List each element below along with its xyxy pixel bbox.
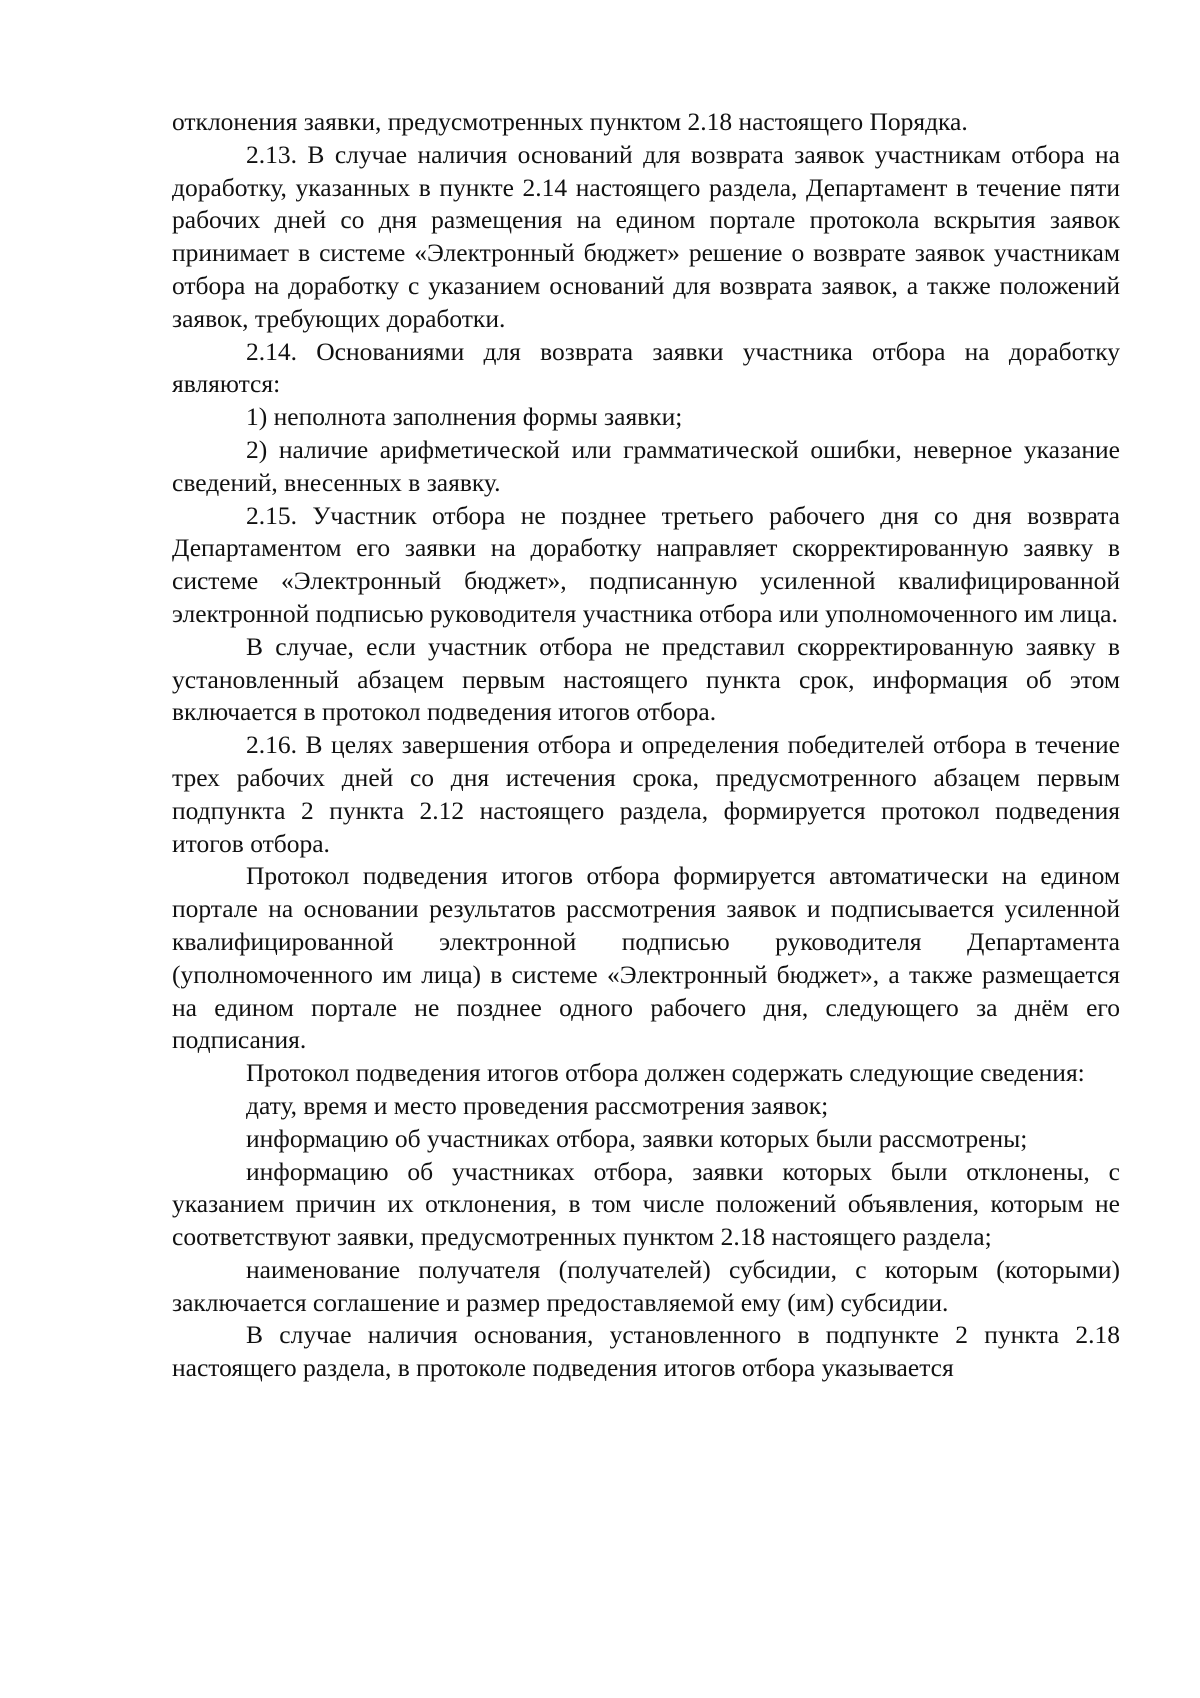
- list-item-rejected: информацию об участниках отбора, заявки которых были отклонены, с указанием причин их отклонения, в том числе положений объявления, которым не соответствуют заявки, предусмотренных пунктом 2.18 настоящего раздела;: [172, 1156, 1120, 1252]
- paragraph-protocol-forming: Протокол подведения итогов отбора формируется автоматически на едином портале на основании результатов рассмотрения заявок и подписывается усиленной квалифицированной электронной подписью руководителя Департамента (уполномоченного им лица) в системе «Электронный бюджет», а также размещается на едином портале не позднее одного рабочего дня, следующего за днём его подписания.: [172, 861, 1120, 1055]
- list-item-1: 1) неполнота заполнения формы заявки;: [246, 402, 683, 432]
- document-page: [172, 106, 1120, 1385]
- paragraph-protocol-contents: Протокол подведения итогов отбора должен содержать следующие сведения:: [246, 1058, 1085, 1088]
- paragraph-2-15: 2.15. Участник отбора не позднее третьего рабочего дня со дня возврата Департаментом его заявки на доработку направляет скорректированную заявку в системе «Электронный бюджет», подписанную усиленной квалифицированной электронной подписью руководителя участника отбора или уполномоченного им лица.: [172, 500, 1120, 628]
- paragraph-2-16: 2.16. В целях завершения отбора и определения победителей отбора в течение трех рабочих дней со дня истечения срока, предусмотренного абзацем первым подпункта 2 пункта 2.12 настоящего раздела, формируется протокол подведения итогов отбора.: [172, 730, 1120, 858]
- paragraph-final: В случае наличия основания, установленного в подпункте 2 пункта 2.18 настоящего раздела, в протоколе подведения итогов отбора указывается: [172, 1320, 1120, 1383]
- paragraph-2-13: 2.13. В случае наличия оснований для возврата заявок участникам отбора на доработку, указанных в пункте 2.14 настоящего раздела, Департамент в течение пяти рабочих дней со дня размещения на едином портале протокола вскрытия заявок принимает в системе «Электронный бюджет» решение о возврате заявок участникам отбора на доработку с указанием оснований для возврата заявок, а также положений заявок, требующих доработки.: [172, 139, 1120, 333]
- list-item-2: 2) наличие арифметической или грамматической ошибки, неверное указание сведений, внесенных в заявку.: [172, 434, 1120, 497]
- list-item-recipient: наименование получателя (получателей) субсидии, с которым (которыми) заключается соглашение и размер предоставляемой ему (им) субсидии.: [172, 1254, 1120, 1317]
- list-item-reviewed: информацию об участниках отбора, заявки которых были рассмотрены;: [246, 1123, 1028, 1153]
- list-item-date: дату, время и место проведения рассмотрения заявок;: [246, 1090, 829, 1120]
- paragraph-1: отклонения заявки, предусмотренных пунктом 2.18 настоящего Порядка.: [172, 107, 968, 136]
- paragraph-2-14: 2.14. Основаниями для возврата заявки участника отбора на доработку являются:: [172, 336, 1120, 399]
- paragraph-2-15-note: В случае, если участник отбора не представил скорректированную заявку в установленный абзацем первым настоящего пункта срок, информация об этом включается в протокол подведения итогов отбора.: [172, 631, 1120, 727]
